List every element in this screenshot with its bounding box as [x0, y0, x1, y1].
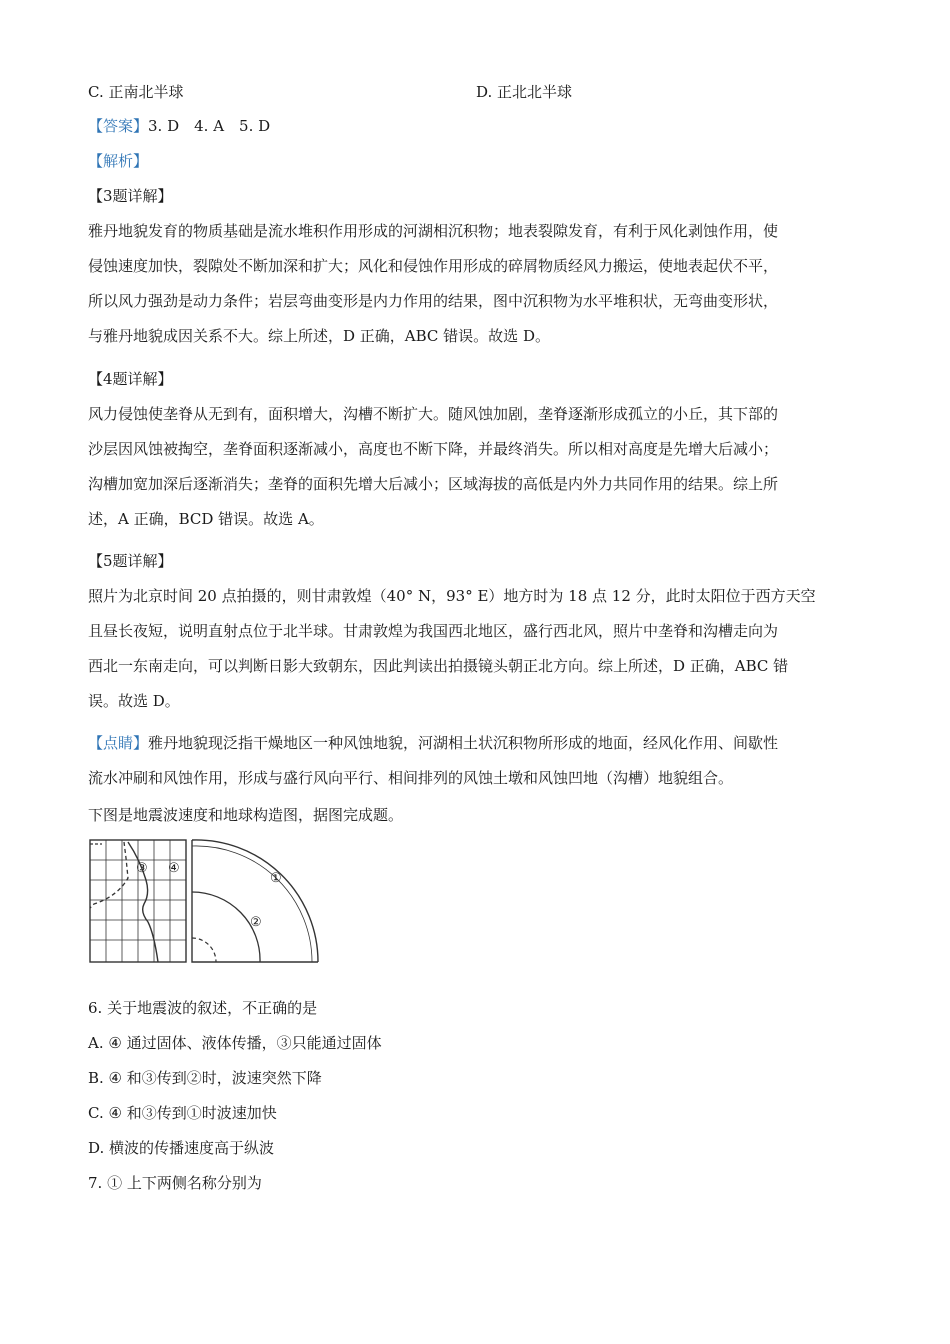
- q3-heading: 【3题详解】: [88, 187, 173, 205]
- option-d: D. 正北北半球: [476, 83, 573, 101]
- tip-paragraph: [88, 726, 864, 796]
- q6-option-b: B. ④ 和③传到②时，波速突然下降: [88, 1069, 322, 1087]
- q5-line: 照片为北京时间 20 点拍摄的，则甘肃敦煌（40° N，93° E）地方时为 18 点 12 分，此时太阳位于西方天空: [88, 587, 816, 605]
- q3-explanation: [88, 214, 864, 354]
- q5-line: 西北一东南走向，可以判断日影大致朝东，因此判读出拍摄镜头朝正北方向。综上所述，D 正确，ABC 错: [88, 657, 789, 675]
- tip-line-text: 雅丹地貌现泛指干燥地区一种风蚀地貌，河湖相土状沉积物所形成的地面，经风化作用、间歇性: [148, 734, 779, 752]
- seismic-figure: [88, 838, 334, 970]
- q4-line: 风力侵蚀使垄脊从无到有，面积增大，沟槽不断扩大。随风蚀加剧，垄脊逐渐形成孤立的小丘，其下部的: [88, 405, 779, 423]
- analysis-tag: 【解析】: [88, 152, 149, 170]
- q6-stem: 6. 关于地震波的叙述，不正确的是: [88, 999, 318, 1017]
- seismic-figure-svg: [88, 838, 334, 966]
- inner-core-boundary: [192, 938, 216, 962]
- figure-intro: 下图是地震波速度和地球构造图，据图完成题。: [88, 806, 404, 824]
- q4-line: 述，A 正确，BCD 错误。故选 A。: [88, 510, 324, 528]
- q3-line: 所以风力强劲是动力条件；岩层弯曲变形是内力作用的结果，图中沉积物为水平堆积状，无弯曲变形状，: [88, 292, 779, 310]
- answer-line: [88, 116, 270, 136]
- answer-tag: 【答案】: [88, 117, 149, 135]
- crust-inner-boundary: [192, 846, 312, 962]
- earth-structure: [192, 840, 318, 962]
- q6-option-c: C. ④ 和③传到①时波速加快: [88, 1104, 277, 1122]
- q6-option-d: D. 横波的传播速度高于纵波: [88, 1139, 275, 1157]
- tip-tag: 【点睛】: [88, 734, 149, 752]
- q4-line: 沙层因风蚀被掏空，垄脊面积逐渐减小，高度也不断下降，并最终消失。所以相对高度是先增大后减小；: [88, 440, 779, 458]
- q5-heading: 【5题详解】: [88, 552, 173, 570]
- tip-line: [88, 726, 864, 761]
- crust-boundary: [192, 840, 318, 962]
- q3-line: 与雅丹地貌成因关系不大。综上所述，D 正确，ABC 错误。故选 D。: [88, 327, 550, 345]
- q5-line: 误。故选 D。: [88, 692, 180, 710]
- q4-line: 沟槽加宽加深后逐渐消失；垄脊的面积先增大后减小；区域海拔的高低是内外力共同作用的结果。综上所: [88, 475, 779, 493]
- q7-stem: 7. ① 上下两侧名称分别为: [88, 1174, 262, 1192]
- option-c: C. 正南北半球: [88, 83, 184, 101]
- q6-option-a: A. ④ 通过固体、液体传播，③只能通过固体: [88, 1034, 382, 1052]
- wave-label-4: ④: [168, 861, 180, 876]
- q3-line: 侵蚀速度加快，裂隙处不断加深和扩大；风化和侵蚀作用形成的碎屑物质经风力搬运，使地表起伏不平，: [88, 257, 779, 275]
- q3-line: 雅丹地貌发育的物质基础是流水堆积作用形成的河湖相沉积物；地表裂隙发育，有利于风化剥蚀作用，使: [88, 222, 779, 240]
- q5-line: 且昼长夜短，说明直射点位于北半球。甘肃敦煌为我国西北地区，盛行西北风，照片中垄脊和沟槽走向为: [88, 622, 779, 640]
- q5-explanation: [88, 579, 864, 719]
- layer-label-1: ①: [270, 871, 282, 886]
- q4-explanation: [88, 397, 864, 537]
- wave-label-3: ③: [136, 861, 148, 876]
- q4-heading: 【4题详解】: [88, 370, 173, 388]
- tip-line: 流水冲刷和风蚀作用，形成与盛行风向平行、相间排列的风蚀土墩和风蚀凹地（沟槽）地貌组合。: [88, 769, 734, 787]
- answer-text: 3. D 4. A 5. D: [148, 117, 271, 135]
- layer-label-2: ②: [250, 915, 262, 930]
- wave-speed-chart: [90, 840, 186, 962]
